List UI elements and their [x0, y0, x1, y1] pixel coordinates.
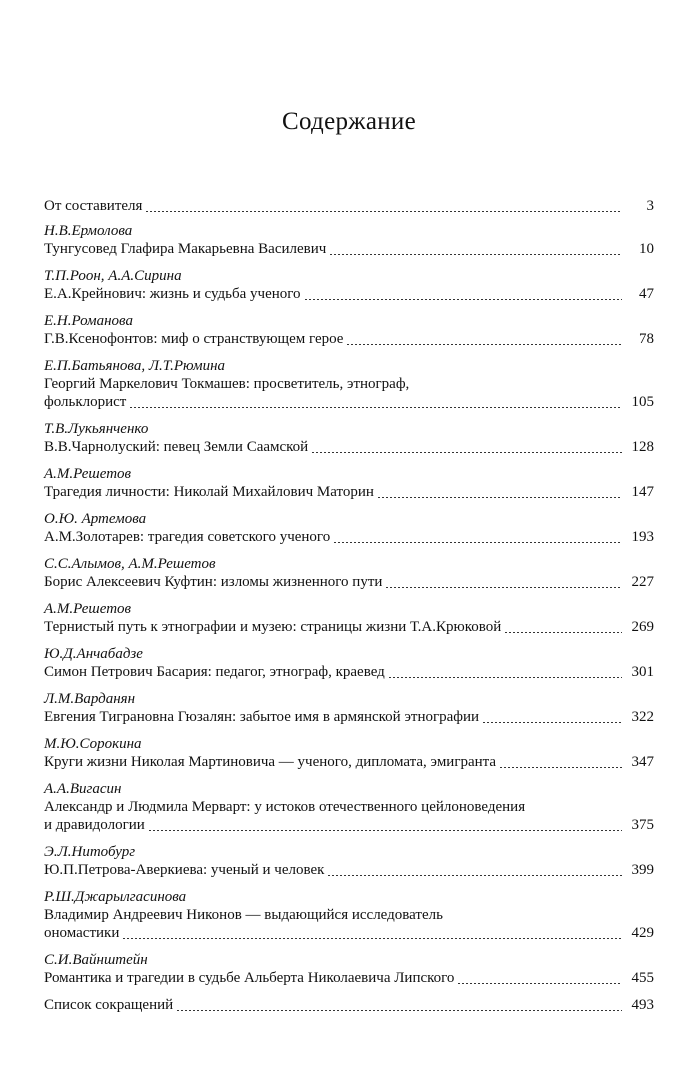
toc-title: Симон Петрович Басария: педагог, этнограф, краевед — [44, 664, 385, 680]
dot-leader — [385, 587, 622, 588]
toc-row — [44, 438, 654, 456]
dot-leader — [129, 407, 622, 408]
toc-author: А.А.Вигасин — [44, 781, 122, 797]
toc-entry — [44, 267, 654, 303]
toc-entry — [44, 888, 654, 942]
toc-row — [44, 969, 654, 987]
toc-row — [44, 573, 654, 591]
toc-title: Круги жизни Николая Мартиновича — ученого, дипломата, эмигранта — [44, 754, 497, 770]
toc-entry — [44, 690, 654, 726]
toc-author: Э.Л.Нитобург — [44, 844, 136, 860]
toc-title: Романтика и трагедии в судьбе Альберта Николаевича Липского — [44, 970, 455, 986]
dot-leader — [388, 677, 622, 678]
toc-entry — [44, 222, 654, 258]
toc-entry — [44, 735, 654, 771]
toc-page-number: 227 — [631, 574, 654, 590]
toc-row — [44, 393, 654, 411]
toc-title: и дравидологии — [44, 817, 145, 833]
toc-page-number: 10 — [639, 241, 654, 257]
toc-title: Евгения Тиграновна Гюзалян: забытое имя в армянской этнографии — [44, 709, 480, 725]
toc-author: О.Ю. Артемова — [44, 511, 147, 527]
toc-row — [44, 996, 654, 1014]
toc-entry — [44, 510, 654, 546]
toc-author: Т.П.Роон, А.А.Сирина — [44, 268, 182, 284]
toc-title: От составителя — [44, 198, 143, 214]
dot-leader — [329, 254, 622, 255]
toc-title: А.М.Золотарев: трагедия советского ученого — [44, 529, 331, 545]
toc-page-number: 78 — [639, 331, 654, 347]
page-title: Содержание — [282, 108, 416, 135]
toc-entry — [44, 312, 654, 348]
toc-page-number: 128 — [631, 439, 654, 455]
dot-leader — [377, 497, 622, 498]
toc-row — [44, 285, 654, 303]
toc-page-number: 493 — [631, 997, 654, 1013]
toc-page-number: 322 — [631, 709, 654, 725]
dot-leader — [482, 722, 622, 723]
toc-author: М.Ю.Сорокина — [44, 736, 142, 752]
toc-author: Ю.Д.Анчабадзе — [44, 646, 143, 662]
toc-page-number: 455 — [631, 970, 654, 986]
toc-entry — [44, 600, 654, 636]
toc-entry — [44, 951, 654, 987]
toc-row — [44, 924, 654, 942]
toc-entry — [44, 465, 654, 501]
toc-row — [44, 330, 654, 348]
toc-page-number: 47 — [639, 286, 654, 302]
toc-title: Г.В.Ксенофонтов: миф о странствующем герое — [44, 331, 344, 347]
dot-leader — [176, 1010, 622, 1011]
dot-leader — [333, 542, 622, 543]
toc-row — [44, 663, 654, 681]
dot-leader — [346, 344, 622, 345]
toc-page-number: 429 — [631, 925, 654, 941]
dot-leader — [499, 767, 622, 768]
toc-page-number: 193 — [631, 529, 654, 545]
toc-page-number: 3 — [646, 198, 654, 214]
toc-page-number: 269 — [631, 619, 654, 635]
toc-author: Е.П.Батьянова, Л.Т.Рюмина — [44, 358, 226, 374]
toc-page-number: 105 — [631, 394, 654, 410]
toc-title-line: Георгий Маркелович Токмашев: просветитель, этнограф, — [44, 376, 410, 392]
toc-title-line: Александр и Людмила Мерварт: у истоков отечественного цейлоноведения — [44, 799, 526, 815]
toc-row — [44, 708, 654, 726]
toc-row — [44, 753, 654, 771]
toc-row — [44, 528, 654, 546]
toc-page-number: 347 — [631, 754, 654, 770]
dot-leader — [122, 938, 622, 939]
toc-row — [44, 861, 654, 879]
dot-leader — [457, 983, 622, 984]
toc-entry — [44, 555, 654, 591]
toc-title: Тернистый путь к этнографии и музею: страницы жизни Т.А.Крюковой — [44, 619, 502, 635]
toc-title: Ю.П.Петрова-Аверкиева: ученый и человек — [44, 862, 325, 878]
toc-title: Трагедия личности: Николай Михайлович Маторин — [44, 484, 374, 500]
toc-author: А.М.Решетов — [44, 466, 132, 482]
toc-row — [44, 197, 654, 215]
dot-leader — [145, 211, 622, 212]
dot-leader — [504, 632, 622, 633]
toc-title: фольклорист — [44, 394, 127, 410]
toc-author: Н.В.Ермолова — [44, 223, 133, 239]
toc-title: Е.А.Крейнович: жизнь и судьба ученого — [44, 286, 301, 302]
toc-author: Л.М.Варданян — [44, 691, 136, 707]
toc-row — [44, 240, 654, 258]
toc-author: С.С.Алымов, А.М.Решетов — [44, 556, 216, 572]
toc-entry — [44, 420, 654, 456]
toc-entry — [44, 843, 654, 879]
toc-entry — [44, 357, 654, 411]
toc-author: Т.В.Лукьянченко — [44, 421, 149, 437]
toc-page-number: 301 — [631, 664, 654, 680]
toc-title: В.В.Чарнолуский: певец Земли Саамской — [44, 439, 309, 455]
toc-title-line: Владимир Андреевич Никонов — выдающийся исследователь — [44, 907, 443, 923]
toc-entry — [44, 780, 654, 834]
dot-leader — [304, 299, 622, 300]
toc-title: Список сокращений — [44, 997, 174, 1013]
toc-author: А.М.Решетов — [44, 601, 132, 617]
toc-row — [44, 483, 654, 501]
toc-author: С.И.Вайнштейн — [44, 952, 148, 968]
toc-entry — [44, 645, 654, 681]
toc-title: ономастики — [44, 925, 120, 941]
toc-author: Е.Н.Романова — [44, 313, 133, 329]
toc-title: Тунгусовед Глафира Макарьевна Василевич — [44, 241, 327, 257]
toc-row — [44, 816, 654, 834]
table-of-contents — [44, 197, 654, 1023]
toc-page-number: 147 — [631, 484, 654, 500]
toc-row — [44, 618, 654, 636]
toc-entry — [44, 996, 654, 1014]
toc-page-number: 399 — [631, 862, 654, 878]
dot-leader — [327, 875, 622, 876]
toc-page-number: 375 — [631, 817, 654, 833]
toc-title: Борис Алексеевич Куфтин: изломы жизненного пути — [44, 574, 383, 590]
dot-leader — [148, 830, 622, 831]
dot-leader — [311, 452, 622, 453]
toc-author: Р.Ш.Джарылгасинова — [44, 889, 187, 905]
toc-entry — [44, 197, 654, 215]
